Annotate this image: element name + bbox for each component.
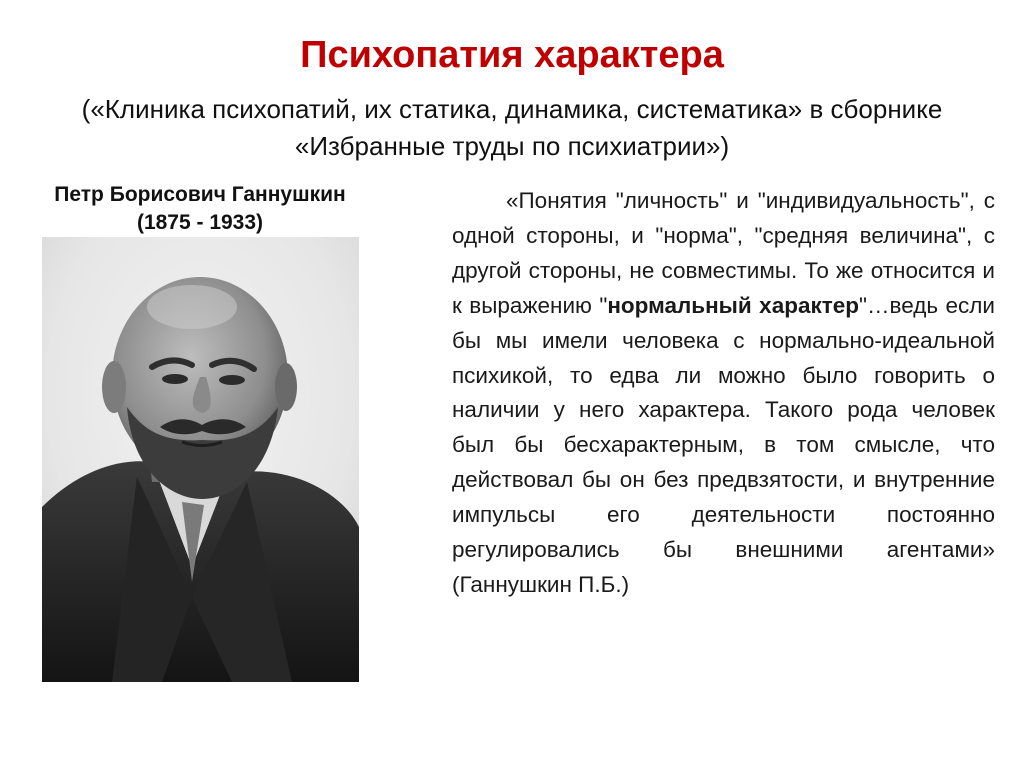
portrait-photo [42,237,359,682]
slide-title: Психопатия характера [300,34,724,76]
quote-text [452,184,995,603]
person-name: Петр Борисович Ганнушкин [54,183,346,206]
quote-bold-term: нормальный характер [607,292,860,318]
quote-part-2: "…ведь если бы мы имели человека с нормально-идеальной психикой, то едва ли можно было говорить о наличии у него характера. Такого рода человек был бы бесхарактерным, в том смысле, что действовал бы он без предвзятости, и внутренние импульсы его деятельности постоянно регулировались бы внешними агентами» (Ганнушкин П.Б.) [452,292,995,597]
slide-subtitle: («Клиника психопатий, их статика, динамика, систематика» в сборнике «Избранные труды по психиатрии») [81,94,943,161]
quote-part-1: «Понятия "личность" и "индивидуальность", с одной стороны, и "норма", "средняя величина", с другой стороны, не совместимы. То же относится и к выражению " [452,188,995,318]
person-years: (1875 - 1933) [136,211,264,234]
person-caption [10,181,390,237]
